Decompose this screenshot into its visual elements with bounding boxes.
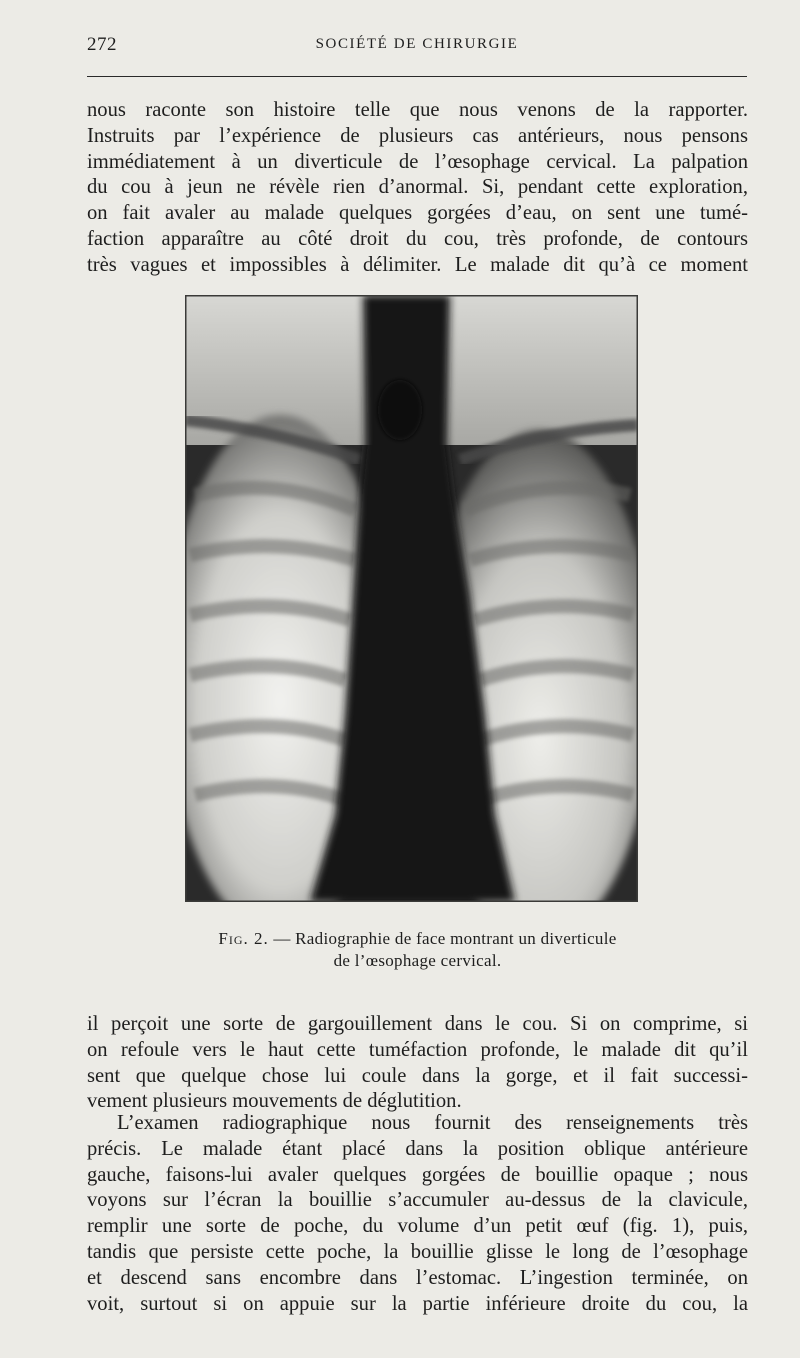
caption-line: — Radiographie de face montrant un diverticule [273, 929, 617, 948]
figure-label: Fig. 2. [218, 929, 269, 948]
text-line: gauche, faisons-lui avaler quelques gorgées de bouillie opaque ; nous [87, 1163, 748, 1186]
text-line: faction apparaître au côté droit du cou, très profonde, de contours [87, 227, 748, 250]
radiograph-figure [185, 295, 638, 902]
text-line: vement plusieurs mouvements de déglutition. [87, 1090, 462, 1113]
text-line: nous raconte son histoire telle que nous venons de la rapporter. [87, 99, 748, 121]
caption-line: de l’œsophage cervical. [333, 951, 502, 970]
header-rule [87, 76, 747, 77]
paragraph-continued [87, 1012, 748, 1115]
text-line: remplir une sorte de poche, du volume d’un petit œuf (fig. 1), puis, [87, 1215, 748, 1238]
text-line: précis. Le malade étant placé dans la position oblique antérieure [87, 1137, 748, 1160]
page-header [87, 34, 747, 62]
chest-radiograph-image [185, 295, 638, 902]
paragraph-exam [87, 1111, 748, 1317]
text-line: voit, surtout si on appuie sur la partie inférieure droite du cou, la [87, 1292, 748, 1315]
figure-caption [87, 928, 748, 972]
paragraph-top [87, 98, 748, 279]
text-line: on fait avaler au malade quelques gorgées d’eau, on sent une tumé- [87, 202, 748, 225]
text-line: immédiatement à un diverticule de l’œsophage cervical. La palpation [87, 150, 748, 173]
text-line: du cou à jeun ne révèle rien d’anormal. Si, pendant cette exploration, [87, 176, 748, 199]
text-line: très vagues et impossibles à délimiter. Le malade dit qu’à ce moment [87, 253, 748, 276]
text-line: on refoule vers le haut cette tuméfaction profonde, le malade dit qu’il [87, 1038, 748, 1061]
text-line: voyons sur l’écran la bouillie s’accumuler au-dessus de la clavicule, [87, 1189, 748, 1212]
text-line: L’examen radiographique nous fournit des renseignements très [117, 1112, 748, 1134]
page-number: 272 [87, 34, 117, 55]
running-title: SOCIÉTÉ DE CHIRURGIE [315, 36, 519, 52]
text-line: Instruits par l’expérience de plusieurs cas antérieurs, nous pensons [87, 124, 748, 147]
text-line: il perçoit une sorte de gargouillement dans le cou. Si on comprime, si [87, 1013, 748, 1035]
text-line: sent que quelque chose lui coule dans la gorge, et il fait successi- [87, 1064, 748, 1087]
text-line: et descend sans encombre dans l’estomac. L’ingestion terminée, on [87, 1266, 748, 1289]
text-line: tandis que persiste cette poche, la bouillie glisse le long de l’œsophage [87, 1240, 748, 1263]
